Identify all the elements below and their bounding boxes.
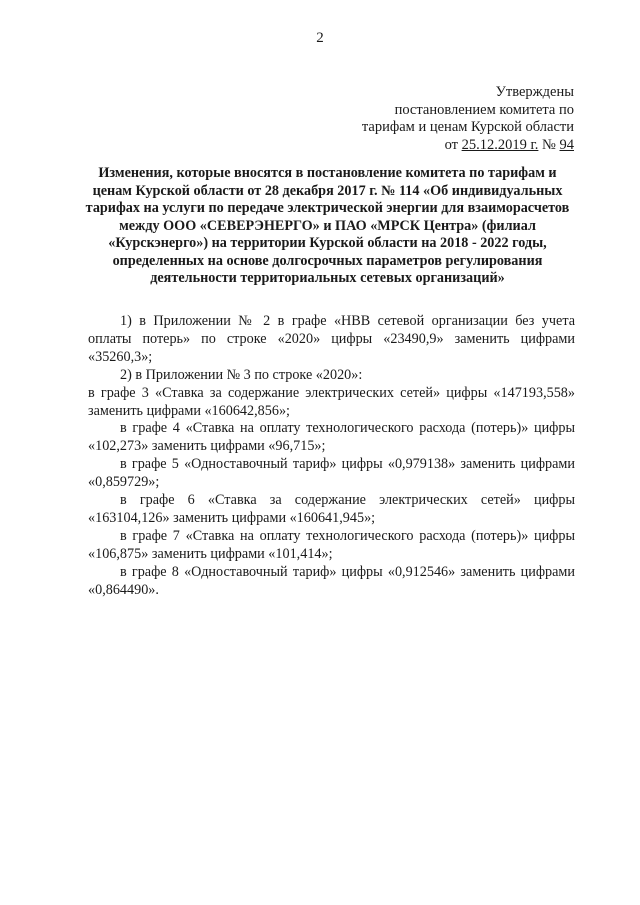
page-number: 2 (316, 30, 324, 46)
approval-number: 94 (559, 136, 574, 153)
approval-block (362, 84, 574, 154)
heading-line: «Курскэнерго») на территории Курской области на 2018 - 2022 годы, (108, 235, 547, 251)
approval-line-2: постановлением комитета по (394, 101, 574, 118)
heading-line: Изменения, которые вносятся в постановление комитета по тарифам и (98, 165, 557, 181)
paragraph-column-5: в графе 5 «Одноставочный тариф» цифры «0,979138» заменить цифрами «0,859729»; (88, 456, 575, 491)
heading-line: деятельности территориальных сетевых организаций» (150, 270, 505, 286)
approval-line-3: тарифам и ценам Курской области (361, 119, 574, 135)
approval-date-prefix: от (444, 136, 462, 153)
paragraph-column-3: в графе 3 «Ставка за содержание электрических сетей» цифры «147193,558» заменить цифрами «160642,856»; (88, 384, 575, 419)
heading-line: тарифах на услуги по передаче электрической энергии для взаиморасчетов (85, 200, 570, 216)
paragraph-column-8: в графе 8 «Одноставочный тариф» цифры «0,912546» заменить цифрами «0,864490». (88, 563, 575, 598)
approval-line-4 (362, 137, 574, 155)
heading-line: между ООО «СЕВЕРЭНЕРГО» и ПАО «МРСК Центра» (филиал (119, 217, 536, 234)
approval-number-label: № (538, 136, 560, 153)
paragraph-item-1: 1) в Приложении № 2 в графе «НВВ сетевой организации без учета оплаты потерь» по строке «2020» цифры «23490,9» заменить цифрами «35260,3»; (88, 313, 575, 365)
paragraph-column-6: в графе 6 «Ставка за содержание электрических сетей» цифры «163104,126» заменить цифрами «160641,945»; (88, 492, 575, 526)
heading-line: ценам Курской области от 28 декабря 2017 г. № 114 «Об индивидуальных (92, 182, 563, 199)
approval-date: 25.12.2019 г. (461, 136, 539, 153)
paragraph-column-7: в графе 7 «Ставка на оплату технологического расхода (потерь)» цифры «106,875» заменить цифрами «101,414»; (88, 527, 575, 562)
document-body (88, 313, 575, 600)
heading-line: определенных на основе долгосрочных параметров регулирования (112, 252, 543, 269)
paragraph-item-2: 2) в Приложении № 3 по строке «2020»: (120, 366, 363, 383)
paragraph-column-4: в графе 4 «Ставка на оплату технологического расхода (потерь)» цифры «102,273» заменить цифрами «96,715»; (88, 420, 575, 455)
document-heading (80, 165, 575, 288)
approval-line-1: Утверждены (495, 84, 574, 100)
